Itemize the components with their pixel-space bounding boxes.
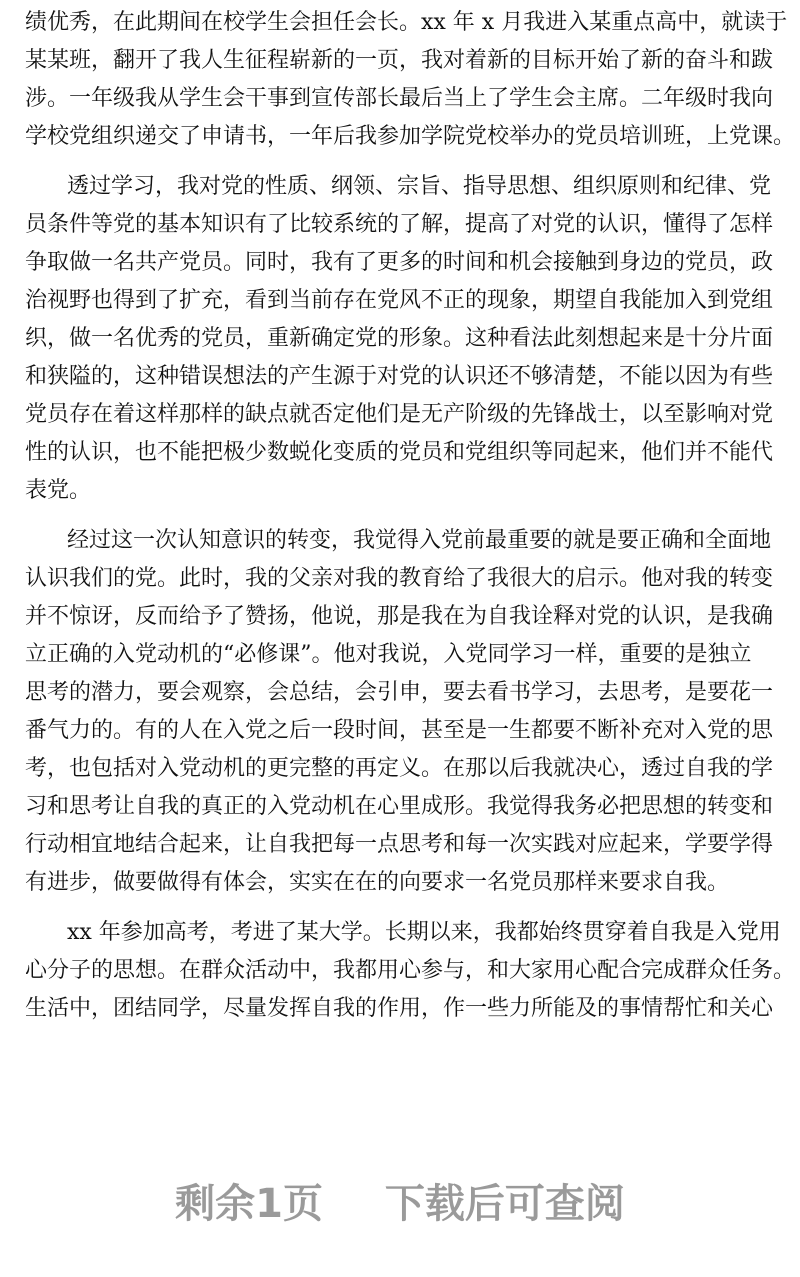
text-line: 某某班，翻开了我人生征程崭新的一页，我对着新的目标开始了新的奋斗和跋 xyxy=(25,48,774,73)
text-line: 思考的潜力，要会观察，会总结，会引申，要去看书学习，去思考，是要花一 xyxy=(25,680,774,705)
remaining-pages-label: 剩余1页 xyxy=(175,1181,323,1227)
text-line: xx 年参加高考，考进了某大学。长期以来，我都始终贯穿着自我是入党用 xyxy=(67,920,781,945)
text-line: 行动相宜地结合起来，让自我把每一点思考和每一次实践对应起来，学要学得 xyxy=(25,832,774,857)
text-line: 争取做一名共产党员。同时，我有了更多的时间和机会接触到身边的党员，政 xyxy=(25,250,774,275)
text-line: 经过这一次认知意识的转变，我觉得入党前最重要的就是要正确和全面地 xyxy=(67,528,772,553)
text-line: 有进步，做要做得有体会，实实在在的向要求一名党员那样来要求自我。 xyxy=(25,870,730,895)
text-line: 和狭隘的，这种错误想法的产生源于对党的认识还不够清楚，不能以因为有些 xyxy=(25,364,774,389)
paragraph xyxy=(25,522,774,902)
paragraph xyxy=(25,914,796,1028)
text-line: 党员存在着这样那样的缺点就否定他们是无产阶级的先锋战士，以至影响对党 xyxy=(25,402,774,427)
text-line: 透过学习，我对党的性质、纲领、宗旨、指导思想、组织原则和纪律、党 xyxy=(67,174,772,199)
text-line: 习和思考让自我的真正的入党动机在心里成形。我觉得我务必把思想的转变和 xyxy=(25,794,774,819)
download-hint-label[interactable]: 下载后可查阅 xyxy=(384,1181,625,1227)
text-line: 员条件等党的基本知识有了比较系统的了解，提高了对党的认识，懂得了怎样 xyxy=(25,212,774,237)
text-line: 考，也包括对入党动机的更完整的再定义。在那以后我就决心，透过自我的学 xyxy=(25,756,774,781)
paragraph xyxy=(25,4,796,156)
document-body xyxy=(25,4,796,1040)
text-line: 番气力的。有的人在入党之后一段时间，甚至是一生都要不断补充对入党的思 xyxy=(25,718,774,743)
text-line: 并不惊讶，反而给予了赞扬，他说，那是我在为自我诠释对党的认识，是我确 xyxy=(25,604,774,629)
text-line: 心分子的思想。在群众活动中，我都用心参与，和大家用心配合完成群众任务。 xyxy=(25,958,796,983)
text-line: 治视野也得到了扩充，看到当前存在党风不正的现象，期望自我能加入到党组 xyxy=(25,288,774,313)
text-line: 生活中，团结同学，尽量发挥自我的作用，作一些力所能及的事情帮忙和关心 xyxy=(25,996,774,1021)
text-line: 性的认识，也不能把极少数蜕化变质的党员和党组织等同起来，他们并不能代 xyxy=(25,440,774,465)
text-line: 织，做一名优秀的党员，重新确定党的形象。这种看法此刻想起来是十分片面 xyxy=(25,326,774,351)
text-line: 表党。 xyxy=(25,478,92,503)
paragraph xyxy=(25,168,774,510)
text-line: 绩优秀，在此期间在校学生会担任会长。xx 年 x 月我进入某重点高中，就读于 xyxy=(25,10,788,35)
download-prompt[interactable] xyxy=(0,1172,800,1229)
text-line: 涉。一年级我从学生会干事到宣传部长最后当上了学生会主席。二年级时我向 xyxy=(25,86,774,111)
text-line: 立正确的入党动机的“必修课”。他对我说，入党同学习一样，重要的是独立 xyxy=(25,642,752,667)
text-line: 学校党组织递交了申请书，一年后我参加学院党校举办的党员培训班，上党课。 xyxy=(25,124,796,149)
text-line: 认识我们的党。此时，我的父亲对我的教育给了我很大的启示。他对我的转变 xyxy=(25,566,774,591)
